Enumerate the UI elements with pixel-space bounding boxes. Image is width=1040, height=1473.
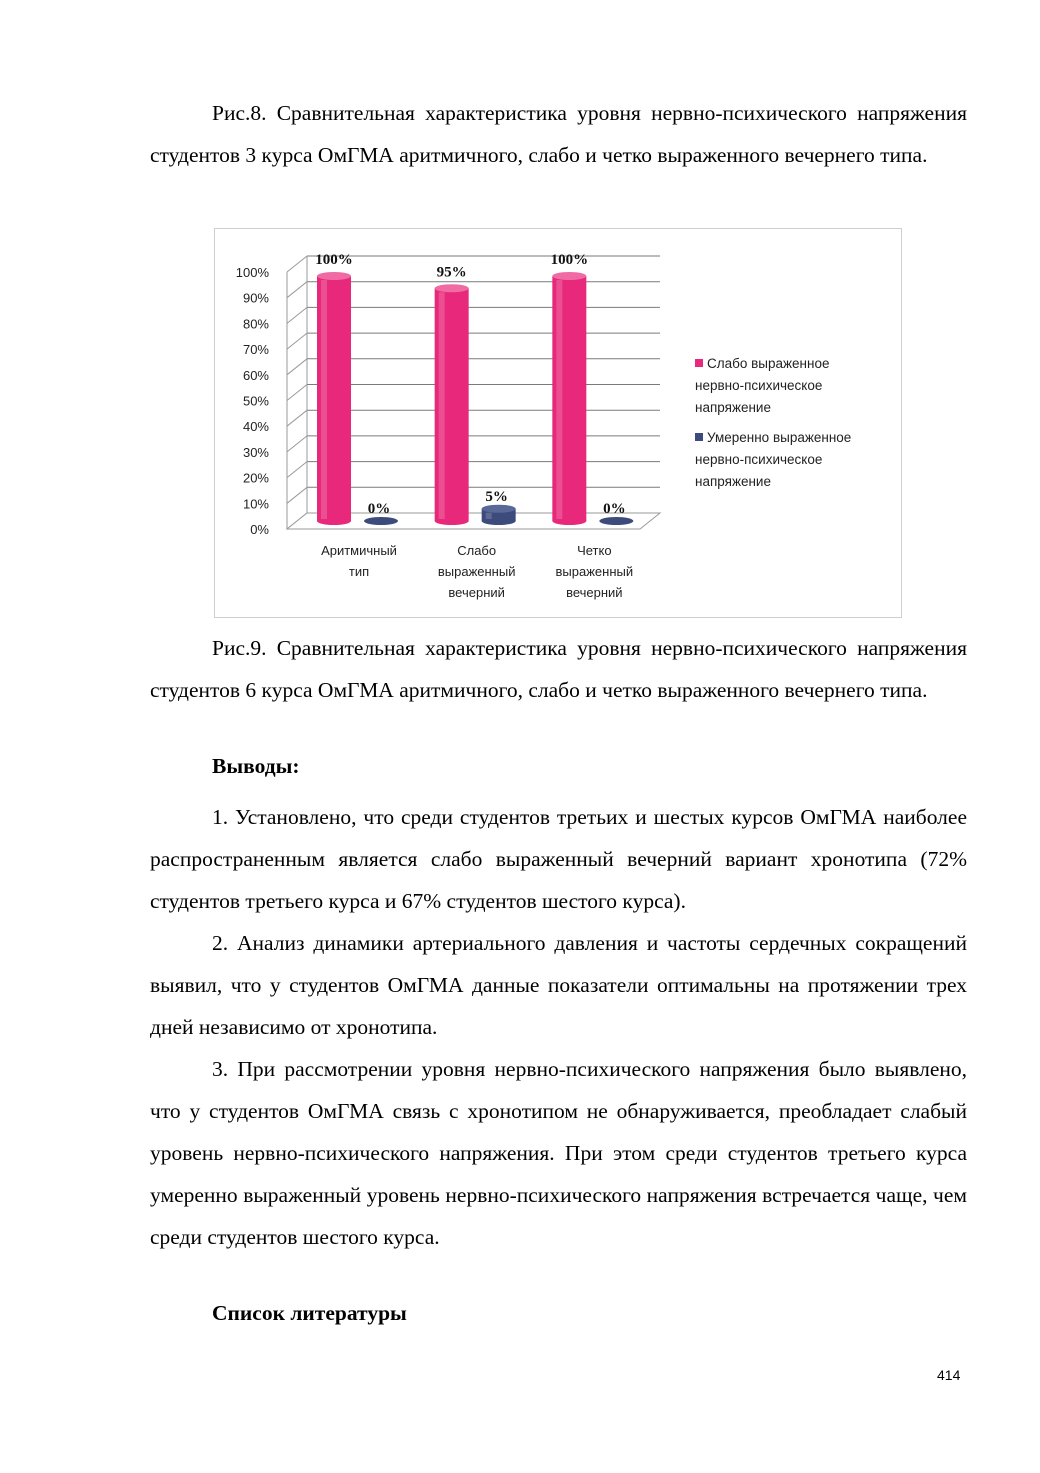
y-tick-label: 50% xyxy=(242,393,269,409)
bar-zero-disc xyxy=(599,517,633,525)
y-tick-label: 70% xyxy=(242,342,269,358)
y-tick-label: 0% xyxy=(250,522,269,537)
x-category-label: вечерний xyxy=(566,585,623,600)
x-category-label: Четко xyxy=(577,543,612,558)
grid-diagonal-40 xyxy=(287,410,307,426)
legend-label-moderate-1: Умеренно выраженное xyxy=(707,430,852,445)
grid-diagonal-60 xyxy=(287,359,307,375)
legend-swatch-weak xyxy=(695,359,703,367)
grid-diagonal-80 xyxy=(287,307,307,323)
x-category-label: вечерний xyxy=(448,585,505,600)
conclusion-2: 2. Анализ динамики артериального давления и частоты сердечных сокращений выявил, что у студентов ОмГМА данные показатели оптимальны на протяжении трех дней независимо от хронотипа. xyxy=(150,931,967,1039)
bar-top xyxy=(552,272,586,280)
legend-item-moderate xyxy=(695,427,895,493)
bar-highlight xyxy=(486,513,492,519)
references-heading: Список литературы xyxy=(212,1301,407,1325)
figure-9-chart xyxy=(214,228,902,618)
data-label: 100% xyxy=(550,252,589,268)
grid-diagonal-70 xyxy=(287,333,307,349)
page-number: 414 xyxy=(937,1367,961,1383)
x-category-label: выраженный xyxy=(555,564,634,579)
grid-diagonal-30 xyxy=(287,436,307,452)
chart-canvas xyxy=(215,229,901,617)
y-tick-label: 20% xyxy=(242,470,269,486)
grid-diagonal-20 xyxy=(287,462,307,478)
x-category-label: выраженный xyxy=(437,564,516,579)
legend-label-weak-1: Слабо выраженное xyxy=(707,356,830,371)
data-label: 5% xyxy=(485,488,508,505)
data-label: 95% xyxy=(436,264,467,281)
legend-label-weak-2: нервно-психическое xyxy=(695,378,823,393)
x-category-label: Аритмичный xyxy=(321,543,397,558)
x-category-label: тип xyxy=(348,564,370,579)
legend-label-moderate-2: нервно-психическое xyxy=(695,452,823,467)
conclusion-1: 1. Установлено, что среди студентов третьих и шестых курсов ОмГМА наиболее распространенным является слабо выраженный вечерний вариант хронотипа (72% студентов третьего курса и 67% студентов шестого курса). xyxy=(150,805,967,913)
legend-label-weak-3: напряжение xyxy=(695,400,771,415)
bar-zero-disc xyxy=(364,517,398,525)
grid-diagonal-10 xyxy=(287,487,307,503)
legend-item-weak xyxy=(695,353,895,419)
legend-swatch-moderate xyxy=(695,433,703,441)
bar-highlight xyxy=(321,280,327,519)
bar-top xyxy=(435,284,469,292)
conclusions-heading: Выводы: xyxy=(212,754,300,778)
bar-top xyxy=(317,272,351,280)
y-tick-label: 80% xyxy=(242,316,269,332)
conclusion-3: 3. При рассмотрении уровня нервно-психического напряжения было выявлено, что у студентов ОмГМА связь с хронотипом не обнаруживается, преобладает слабый уровень нервно-психического напряжения. При этом среди студентов третьего курса умеренно выраженный уровень нервно-психического напряжения встречается чаще, чем среди студентов шестого курса. xyxy=(150,1057,967,1249)
y-tick-label: 30% xyxy=(242,444,269,460)
data-label: 100% xyxy=(315,252,353,268)
grid-diagonal-50 xyxy=(287,385,307,401)
x-category-label: Слабо xyxy=(457,543,497,558)
y-tick-label: 90% xyxy=(242,290,269,306)
y-tick-label: 40% xyxy=(242,419,269,435)
figure-9-caption: Рис.9. Сравнительная характеристика уровня нервно-психического напряжения студентов 6 курса ОмГМА аритмичного, слабо и четко выраженного вечернего типа. xyxy=(150,636,967,702)
figure-8-caption: Рис.8. Сравнительная характеристика уровня нервно-психического напряжения студентов 3 курса ОмГМА аритмичного, слабо и четко выраженного вечернего типа. xyxy=(150,101,967,167)
bar-highlight xyxy=(556,280,562,519)
grid-diagonal-100 xyxy=(287,256,307,272)
bar-highlight xyxy=(439,292,445,519)
y-tick-label: 10% xyxy=(242,496,269,512)
bar-top xyxy=(482,505,516,513)
grid-diagonal-90 xyxy=(287,282,307,298)
y-tick-label: 100% xyxy=(235,265,269,280)
y-tick-label: 60% xyxy=(242,367,269,383)
data-label: 0% xyxy=(603,501,626,517)
data-label: 0% xyxy=(367,501,391,517)
legend-label-moderate-3: напряжение xyxy=(695,474,771,489)
